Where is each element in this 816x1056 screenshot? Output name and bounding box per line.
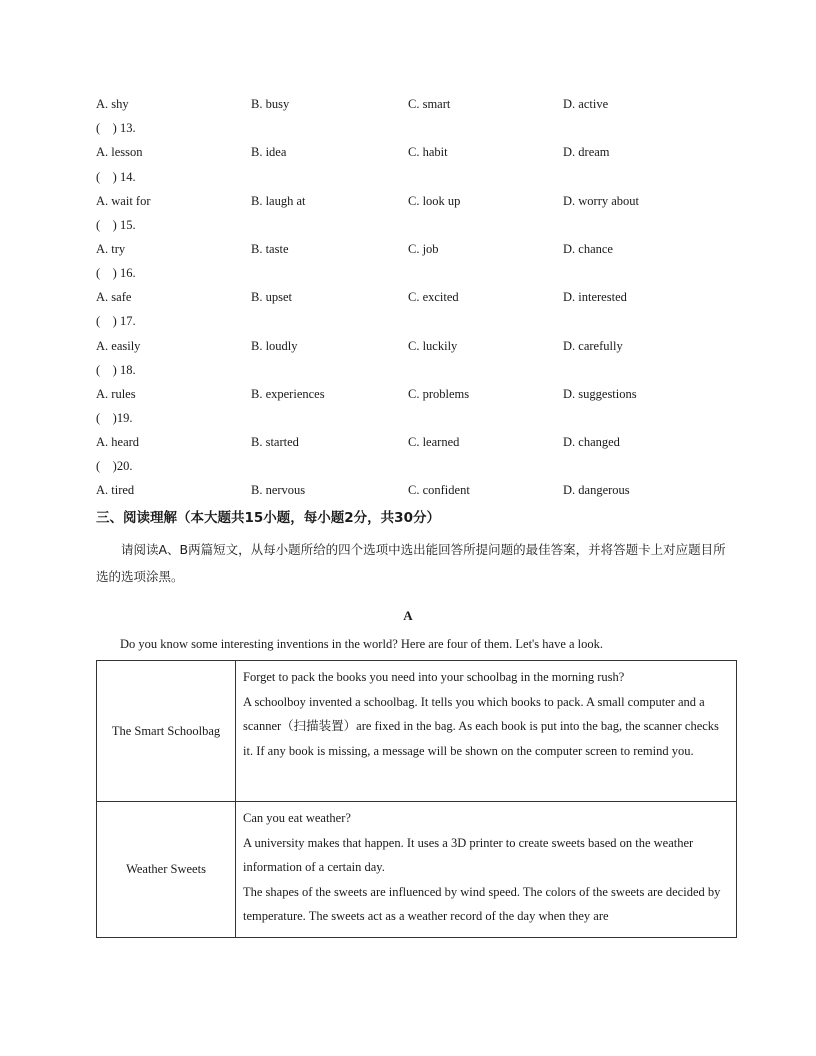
question-number: ( ) 17. [96, 314, 136, 328]
option-d: D. interested [563, 290, 627, 304]
option-b: B. experiences [251, 387, 325, 401]
question-number: ( ) 14. [96, 170, 136, 184]
passage-title: A [403, 608, 413, 623]
question-number: ( ) 16. [96, 266, 136, 280]
question-number: ( ) 15. [96, 218, 136, 232]
option-c: C. luckily [408, 339, 458, 353]
option-c: C. look up [408, 194, 461, 208]
invention-name: Weather Sweets [97, 802, 236, 938]
table-row [97, 661, 737, 802]
option-d: D. worry about [563, 194, 640, 208]
question-number: ( )19. [96, 411, 133, 425]
option-b: B. busy [251, 97, 290, 111]
option-d: D. changed [563, 435, 620, 449]
option-a: A. tired [96, 483, 135, 497]
option-c: C. job [408, 242, 439, 256]
option-a: A. safe [96, 290, 132, 304]
section-instruction: 请阅读A、B两篇短文，从每小题所给的四个选项中选出能回答所提问题的最佳答案，并将答题卡上对应题目所选的选项涂黑。 [96, 542, 726, 584]
invention-description [236, 661, 737, 802]
question-number: ( )20. [96, 459, 133, 473]
option-c: C. confident [408, 483, 470, 497]
description-line: A university makes that happen. It uses a 3D printer to create sweets based on the weather information of a certain day. [243, 835, 694, 874]
option-d: D. chance [563, 242, 613, 256]
option-d: D. dream [563, 145, 610, 159]
option-d: D. suggestions [563, 387, 637, 401]
option-b: B. laugh at [251, 194, 306, 208]
table-row [97, 802, 737, 938]
option-c: C. habit [408, 145, 448, 159]
option-a: A. easily [96, 339, 141, 353]
option-a: A. rules [96, 387, 136, 401]
option-d: D. dangerous [563, 483, 630, 497]
option-b: B. idea [251, 145, 287, 159]
question-number: ( ) 18. [96, 363, 136, 377]
option-a: A. heard [96, 435, 140, 449]
option-a: A. wait for [96, 194, 151, 208]
option-c: C. learned [408, 435, 460, 449]
option-b: B. loudly [251, 339, 298, 353]
description-line: The shapes of the sweets are influenced by wind speed. The colors of the sweets are decided by temperature. The sweets act as a weather record of the day when they are [243, 884, 721, 923]
option-a: A. shy [96, 97, 129, 111]
description-line: A schoolboy invented a schoolbag. It tells you which books to pack. A small computer and a scanner（扫描装置）are fixed in the bag. As each book is put into the bag, the scanner checks it. If any book is missing, a message will be shown on the computer screen to remind you. [243, 694, 719, 758]
description-line: Forget to pack the books you need into your schoolbag in the morning rush? [243, 670, 625, 684]
description-line: Can you eat weather? [243, 811, 351, 825]
option-a: A. lesson [96, 145, 143, 159]
option-c: C. excited [408, 290, 459, 304]
option-c: C. problems [408, 387, 470, 401]
option-b: B. started [251, 435, 299, 449]
option-c: C. smart [408, 97, 451, 111]
invention-name: The Smart Schoolbag [97, 661, 236, 802]
option-b: B. nervous [251, 483, 306, 497]
option-b: B. upset [251, 290, 292, 304]
passage-intro: Do you know some interesting inventions in the world? Here are four of them. Let's have a look. [120, 637, 604, 651]
option-d: D. active [563, 97, 609, 111]
invention-description [236, 802, 737, 938]
section-heading: 三、阅读理解（本大题共15小题，每小题2分，共30分） [96, 510, 440, 526]
option-d: D. carefully [563, 339, 623, 353]
option-b: B. taste [251, 242, 289, 256]
option-a: A. try [96, 242, 126, 256]
question-number: ( ) 13. [96, 121, 136, 135]
inventions-table [96, 660, 737, 938]
